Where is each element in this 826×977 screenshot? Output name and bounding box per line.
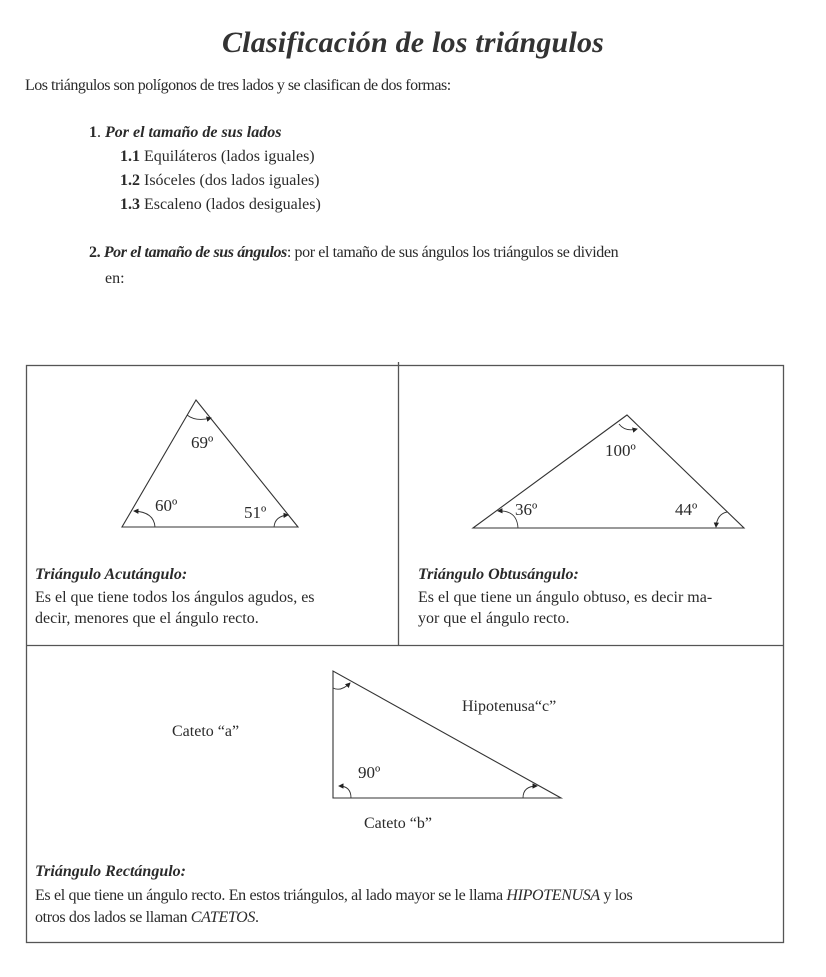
angle-label: 100º xyxy=(605,441,636,460)
right-caption: Triángulo Rectángulo: xyxy=(35,863,186,880)
angle-arc-top xyxy=(619,424,637,430)
section-2-text-cont: en: xyxy=(105,270,125,287)
item-text: Escaleno (lados desiguales) xyxy=(144,196,321,213)
intro-paragraph: Los triángulos son polígonos de tres lados y se clasifican de dos formas: xyxy=(25,77,451,94)
obtuse-description-line1: Es el que tiene un ángulo obtuso, es decir ma- xyxy=(418,589,713,606)
angle-label: 60º xyxy=(155,496,178,515)
angle-label: 36º xyxy=(515,500,538,519)
section-1-title: Por el tamaño de sus lados xyxy=(105,124,282,141)
angle-arc-left xyxy=(134,511,155,527)
text: . xyxy=(255,909,259,926)
right-description-line2 xyxy=(35,907,259,928)
angle-label: 90º xyxy=(358,763,381,782)
section-2-text: : por el tamaño de sus ángulos los triángulos se dividen xyxy=(286,244,619,261)
section-2-number: 2. xyxy=(89,244,101,261)
obtuse-description-line2: yor que el ángulo recto. xyxy=(418,610,570,627)
angle-arc-right-angle xyxy=(339,786,351,798)
page-title: Clasificación de los triángulos xyxy=(221,26,605,59)
item-number: 1.1 xyxy=(120,148,140,165)
section-2-title: Por el tamaño de sus ángulos xyxy=(103,244,287,261)
item-number: 1.3 xyxy=(120,196,140,213)
angle-arc-right xyxy=(523,786,537,798)
obtuse-triangle xyxy=(473,415,744,528)
angle-label: 69º xyxy=(191,433,214,452)
text: y los xyxy=(599,887,633,904)
obtuse-caption: Triángulo Obtusángulo: xyxy=(418,566,579,583)
hypotenuse-label: Hipotenusa“c” xyxy=(462,698,557,715)
item-number: 1.2 xyxy=(120,172,140,189)
item-text: Equiláteros (lados iguales) xyxy=(144,148,315,165)
section-1-number: 1 xyxy=(89,124,97,141)
text: otros dos lados se llaman xyxy=(35,909,191,926)
acute-triangle xyxy=(122,400,298,527)
right-description-line1 xyxy=(35,885,632,906)
section-1-heading: 1. Por el tamaño de sus lados xyxy=(89,124,282,141)
acute-description-line1: Es el que tiene todos los ángulos agudos, es xyxy=(35,589,315,606)
hypotenusa-term: HIPOTENUSA xyxy=(506,887,600,904)
angle-arc-right xyxy=(716,512,727,527)
angle-arc-top xyxy=(187,415,211,419)
acute-caption: Triángulo Acutángulo: xyxy=(35,566,188,583)
acute-description-line2: decir, menores que el ángulo recto. xyxy=(35,610,259,627)
catetos-term: CATETOS xyxy=(190,909,256,926)
angle-label: 51º xyxy=(244,503,267,522)
text: Es el que tiene un ángulo recto. En estos triángulos, al lado mayor se le llama xyxy=(35,887,507,904)
angle-arc-top xyxy=(333,683,350,689)
angle-label: 44º xyxy=(675,500,698,519)
angle-arc-right xyxy=(274,515,288,527)
leg-a-label: Cateto “a” xyxy=(172,723,240,740)
panel-border xyxy=(27,366,784,943)
item-text: Isóceles (dos lados iguales) xyxy=(144,172,320,189)
leg-b-label: Cateto “b” xyxy=(364,815,432,832)
